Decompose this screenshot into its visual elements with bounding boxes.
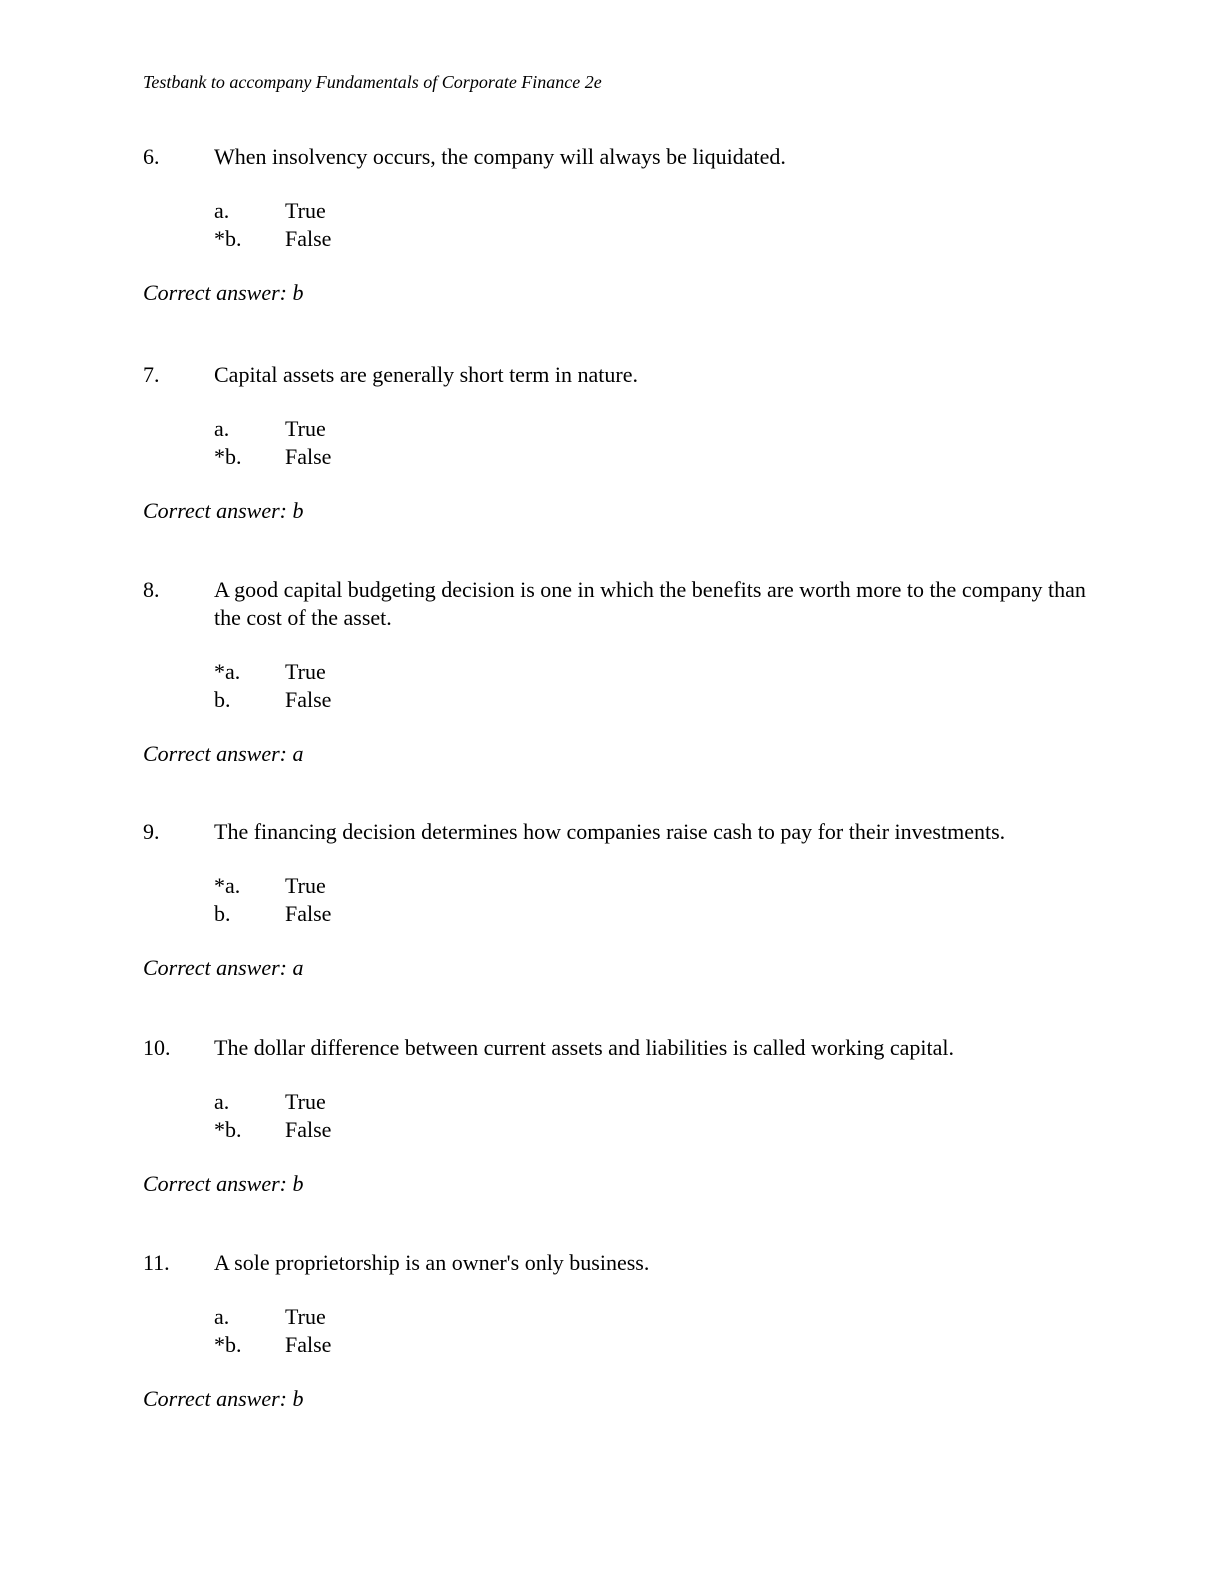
option-letter: *b. [214, 444, 242, 469]
option-text: True [285, 1089, 326, 1114]
option-letter: a. [214, 416, 230, 441]
option-text: False [285, 1117, 332, 1142]
option-item [143, 900, 1103, 928]
option-letter: *b. [214, 1117, 242, 1142]
question-number: 8. [143, 577, 160, 602]
option-letter: b. [214, 687, 231, 712]
option-letter: a. [214, 198, 230, 223]
option-item [143, 415, 1103, 443]
question-text: A sole proprietorship is an owner's only business. [214, 1250, 650, 1275]
option-text: False [285, 444, 332, 469]
option-list [143, 197, 1103, 253]
option-letter: *a. [214, 873, 241, 898]
correct-answer: Correct answer: b [143, 1171, 304, 1196]
question-block [143, 1249, 1103, 1413]
correct-answer: Correct answer: b [143, 280, 304, 305]
option-item [143, 1088, 1103, 1116]
question-number: 11. [143, 1250, 170, 1275]
running-header: Testbank to accompany Fundamentals of Corporate Finance 2e [143, 72, 602, 92]
option-text: True [285, 198, 326, 223]
option-list [143, 872, 1103, 928]
option-item [143, 197, 1103, 225]
option-text: False [285, 226, 332, 251]
question-number: 9. [143, 819, 160, 844]
question-text: A good capital budgeting decision is one in which the benefits are worth more to the company than the cost of the asset. [214, 577, 1086, 630]
option-text: False [285, 901, 332, 926]
correct-answer: Correct answer: b [143, 498, 304, 523]
option-text: False [285, 1332, 332, 1357]
correct-answer: Correct answer: a [143, 741, 304, 766]
option-list [143, 1088, 1103, 1144]
option-letter: *b. [214, 1332, 242, 1357]
option-letter: a. [214, 1304, 230, 1329]
option-text: True [285, 873, 326, 898]
question-text: Capital assets are generally short term in nature. [214, 362, 638, 387]
question-block [143, 818, 1103, 982]
option-item [143, 443, 1103, 471]
option-text: True [285, 1304, 326, 1329]
question-block [143, 143, 1103, 307]
correct-answer: Correct answer: b [143, 1386, 304, 1411]
option-item [143, 1331, 1103, 1359]
option-item [143, 1303, 1103, 1331]
option-item [143, 686, 1103, 714]
option-letter: *a. [214, 659, 241, 684]
option-item [143, 225, 1103, 253]
option-letter: a. [214, 1089, 230, 1114]
option-item [143, 658, 1103, 686]
option-text: False [285, 687, 332, 712]
option-letter: b. [214, 901, 231, 926]
question-block [143, 361, 1103, 525]
option-item [143, 1116, 1103, 1144]
question-number: 10. [143, 1035, 171, 1060]
correct-answer: Correct answer: a [143, 955, 304, 980]
option-list [143, 658, 1103, 714]
option-list [143, 1303, 1103, 1359]
option-text: True [285, 659, 326, 684]
question-text: When insolvency occurs, the company will always be liquidated. [214, 144, 786, 169]
question-text: The financing decision determines how companies raise cash to pay for their investments. [214, 819, 1006, 844]
question-text: The dollar difference between current assets and liabilities is called working capital. [214, 1035, 954, 1060]
option-text: True [285, 416, 326, 441]
question-block [143, 576, 1103, 768]
question-number: 6. [143, 144, 160, 169]
question-number: 7. [143, 362, 160, 387]
option-list [143, 415, 1103, 471]
option-letter: *b. [214, 226, 242, 251]
option-item [143, 872, 1103, 900]
question-block [143, 1034, 1103, 1198]
